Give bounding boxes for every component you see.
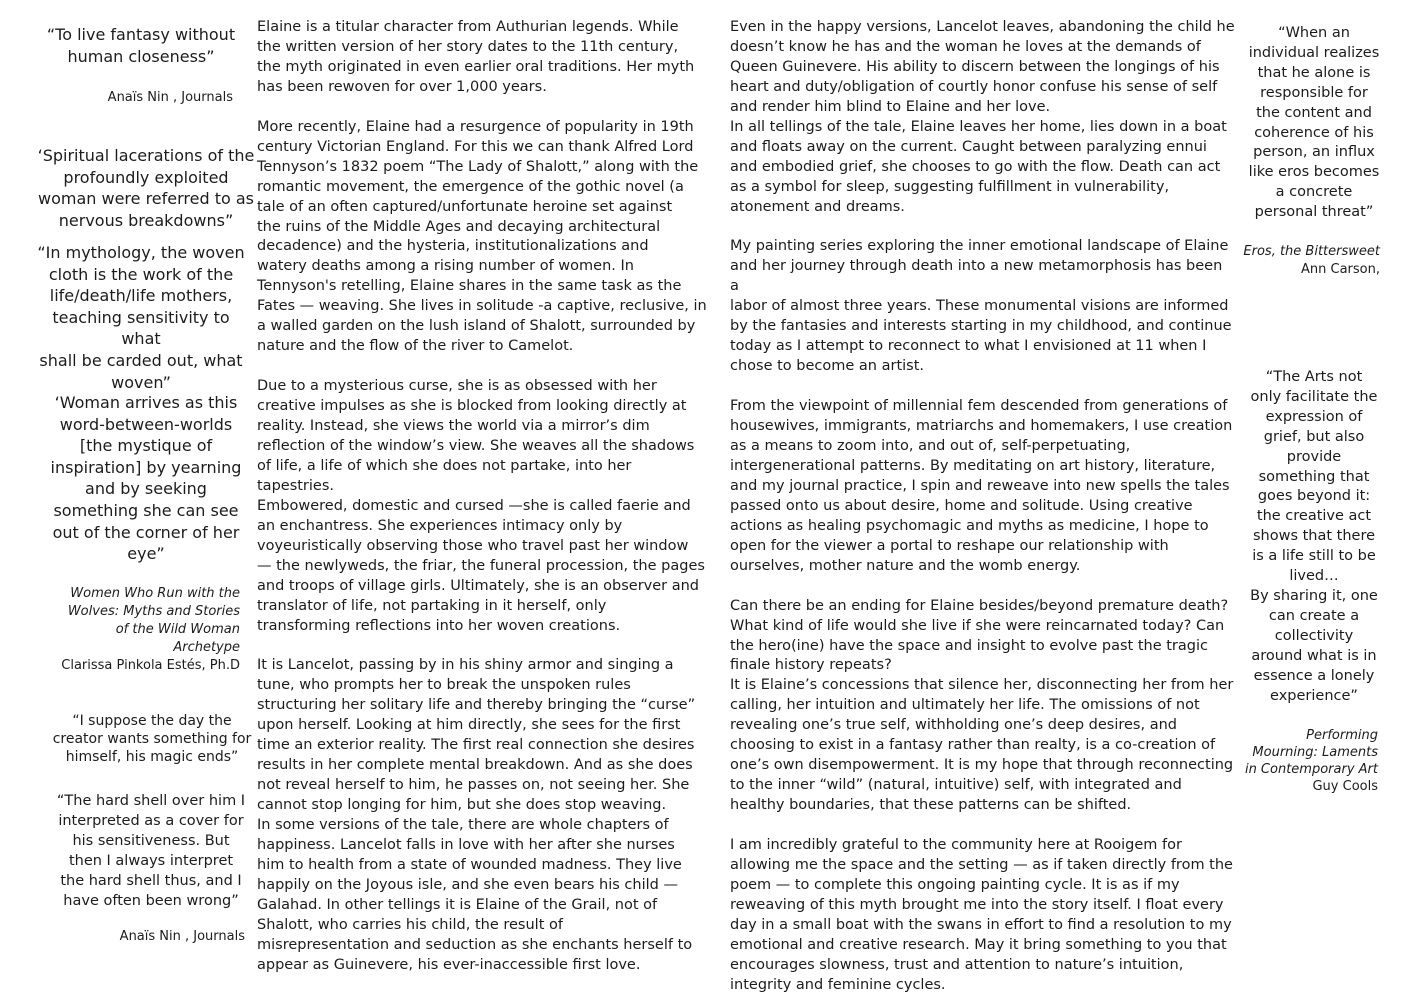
author-name: Clarissa Pinkola Estés, Ph.D bbox=[61, 658, 240, 673]
paragraph: It is Lancelot, passing by in his shiny armor and singing a tune, who prompts her to break the unspoken rules structuring her solitary life and thereby bringing the “curse” upon herself. Looking at him directly, she sees for the first time an exterior reality. The first real connection she desires results in her complete mental breakdown. And as she does not reveal herself to him, he passes on, not seeing her. She cannot stop longing for him, but she does stop weaving. bbox=[257, 657, 696, 814]
paragraph: More recently, Elaine had a resurgence of popularity in 19th century Victorian England. For this we can thank Alfred Lord Tennyson’s 1832 poem “The Lady of Shalott,” along with the romantic movement, the emergence of the gothic novel (a tale of an often captured/unfortunate heroine set against the ruins of the Middle Ages and decaying architectural decadence) and the hysteria, institutionalizations and watery deaths among a rising number of women. In Tennyson's retelling, Elaine shares in the same task as the Fates — weaving. She lives in solitude -a captive, reclusive, in a walled garden on the lush island of Shalott, surrounded by nature and the flow of the river to Camelot. bbox=[257, 118, 707, 355]
quote-spiritual-lacerations: ‘Spiritual lacerations of the profoundly exploited woman were referred to as nervous breakdowns” bbox=[37, 146, 255, 230]
quote-arts-grief: “The Arts not only facilitate the expression of grief, but also provide something that goes beyond it: the creative act shows that there is a life still to be lived… By sharing it, one can create a collectivity around what is in essence a lonely experience” bbox=[1250, 369, 1378, 704]
quote-creator-magic: “I suppose the day the creator wants something for himself, his magic ends” bbox=[52, 713, 252, 765]
paragraph: It is Elaine’s concessions that silence her, disconnecting her from her calling, her intuition and ultimately her life. The omissions of not revealing one’s true self, withholding one’s deep desires, and choosing to exist in a fantasy rather than realty, is a co-creation of one’s own disempowerment. It is my hope that through reconnecting to the inner “wild” (natural, intuitive) self, with integrated and healthy boundaries, that these patterns can be shifted. bbox=[730, 677, 1234, 814]
author-name: Anaïs Nin , Journals bbox=[107, 90, 233, 105]
paragraph: In all tellings of the tale, Elaine leaves her home, lies down in a boat and floats away on the current. Caught between paralyzing ennui and embodied grief, she chooses to go with the flow. Death can act as a symbol for sleep, suggesting fulfillment in vulnerability, atonement and dreams. bbox=[730, 118, 1227, 215]
quote-hard-shell: “The hard shell over him I interpreted as a cover for his sensitiveness. But then I always interpret the hard shell thus, and I have often been wrong” bbox=[56, 793, 246, 909]
paragraph: I am incredibly grateful to the community here at Rooigem for allowing me the space and the setting — as if taken directly from the poem — to complete this ongoing painting cycle. It is as if my reweaving of this myth brought me into the story itself. I float every day in a small boat with the swans in effort to find a resolution to my emotional and creative research. May it bring something to you that encourages slowness, trust and attention to nature’s intuition, integrity and feminine cycles. bbox=[730, 837, 1233, 993]
attribution-nin-2 bbox=[40, 928, 245, 946]
author-name: Anaïs Nin , Journals bbox=[119, 929, 245, 944]
attribution-cools bbox=[1240, 727, 1378, 795]
paragraph: In some versions of the tale, there are whole chapters of happiness. Lancelot falls in love with her after she nurses him to health from a state of wounded madness. They live happily on the Joyous isle, and she even bears his child — Galahad. In other tellings it is Elaine of the Grail, not of Shalott, who carries his child, the result of misrepresentation and seduction as she enchants herself to appear as Guinevere, his ever-inaccessible first love. bbox=[257, 817, 693, 973]
paragraph: Elaine is a titular character from Authurian legends. While the written version of her story dates to the 11th century, the myth originated in even earlier oral traditions. Her myth has been rewoven for over 1,000 years. bbox=[257, 19, 695, 95]
attribution-estes bbox=[40, 585, 240, 675]
paragraph: Even in the happy versions, Lancelot leaves, abandoning the child he doesn’t know he has and the woman he loves at the demands of Queen Guinevere. His ability to discern between the longings of his heart and duty/obligation of courtly honor confuse his sense of self and render him blind to Elaine and her love. bbox=[730, 19, 1235, 115]
main-text-left bbox=[257, 18, 709, 976]
paragraph: Can there be an ending for Elaine besides/beyond premature death? What kind of life would she live if she were reincarnated today? Can the hero(ine) have the space and insight to evolve past the tragic finale history repeats? bbox=[730, 597, 1229, 674]
main-text-right bbox=[730, 18, 1235, 996]
quote-fantasy: “To live fantasy without human closeness” bbox=[46, 25, 236, 66]
attribution-nin-1 bbox=[40, 89, 233, 107]
paragraph: Embowered, domestic and cursed —she is called faerie and an enchantress. She experiences intimacy only by voyeuristically observing those who travel past her window — the newlyweds, the friar, the funeral procession, the pages and troops of village girls. Ultimately, she is an observer and translator of life, not partaking in it herself, only transforming reflections into her woven creations. bbox=[257, 497, 705, 634]
author-name: Ann Carson, bbox=[1301, 262, 1380, 277]
paragraph: From the viewpoint of millennial fem descended from generations of housewives, immigrants, matriarchs and homemakers, I use creation as a means to zoom into, and out of, self-perpetuating, intergenerational patterns. By meditating on art history, literature, and my journal practice, I spin and reweave into new spells the tales passed onto us about desire, home and solitude. Using creative actions as healing psychomagic and myths as medicine, I hope to open for the viewer a portal to reshape our relationship with ourselves, mother nature and the womb energy. bbox=[730, 398, 1233, 574]
quote-word-between-worlds: ‘Woman arrives as this word-between-worlds [the mystique of inspiration] by yearning and by seeking something she can see out of the corner of her eye” bbox=[50, 393, 242, 564]
work-title: Eros, the Bittersweet bbox=[1243, 244, 1380, 259]
attribution-carson bbox=[1240, 243, 1380, 279]
quote-eros: “When an individual realizes that he alone is responsible for the content and coherence of his person, an influx like eros becomes a concrete personal threat” bbox=[1248, 25, 1380, 221]
paragraph: Due to a mysterious curse, she is as obsessed with her creative impulses as she is blocked from looking directly at reality. Instead, she views the world via a mirror’s dim reflection of the window’s view. She weaves all the shadows of life, a life of which she does not partake, into her tapestries. bbox=[257, 378, 695, 494]
author-name: Guy Cools bbox=[1312, 779, 1378, 794]
paragraph: My painting series exploring the inner emotional landscape of Elaine and her journey through death into a new metamorphosis has been a labor of almost three years. These monumental visions are informed by the fantasies and interests starting in my childhood, and continue today as I attempt to reconnect to what I envisioned at 11 when I chose to become an artist. bbox=[730, 238, 1232, 375]
quote-woven-cloth: “In mythology, the woven cloth is the work of the life/death/life mothers, teaching sensitivity to what shall be carded out, what woven” bbox=[37, 243, 245, 392]
work-title: Performing Mourning: Laments in Contemporary Art bbox=[1244, 728, 1378, 777]
work-title: Women Who Run with the Wolves: Myths and Stories of the Wild Woman Archetype bbox=[67, 586, 240, 655]
